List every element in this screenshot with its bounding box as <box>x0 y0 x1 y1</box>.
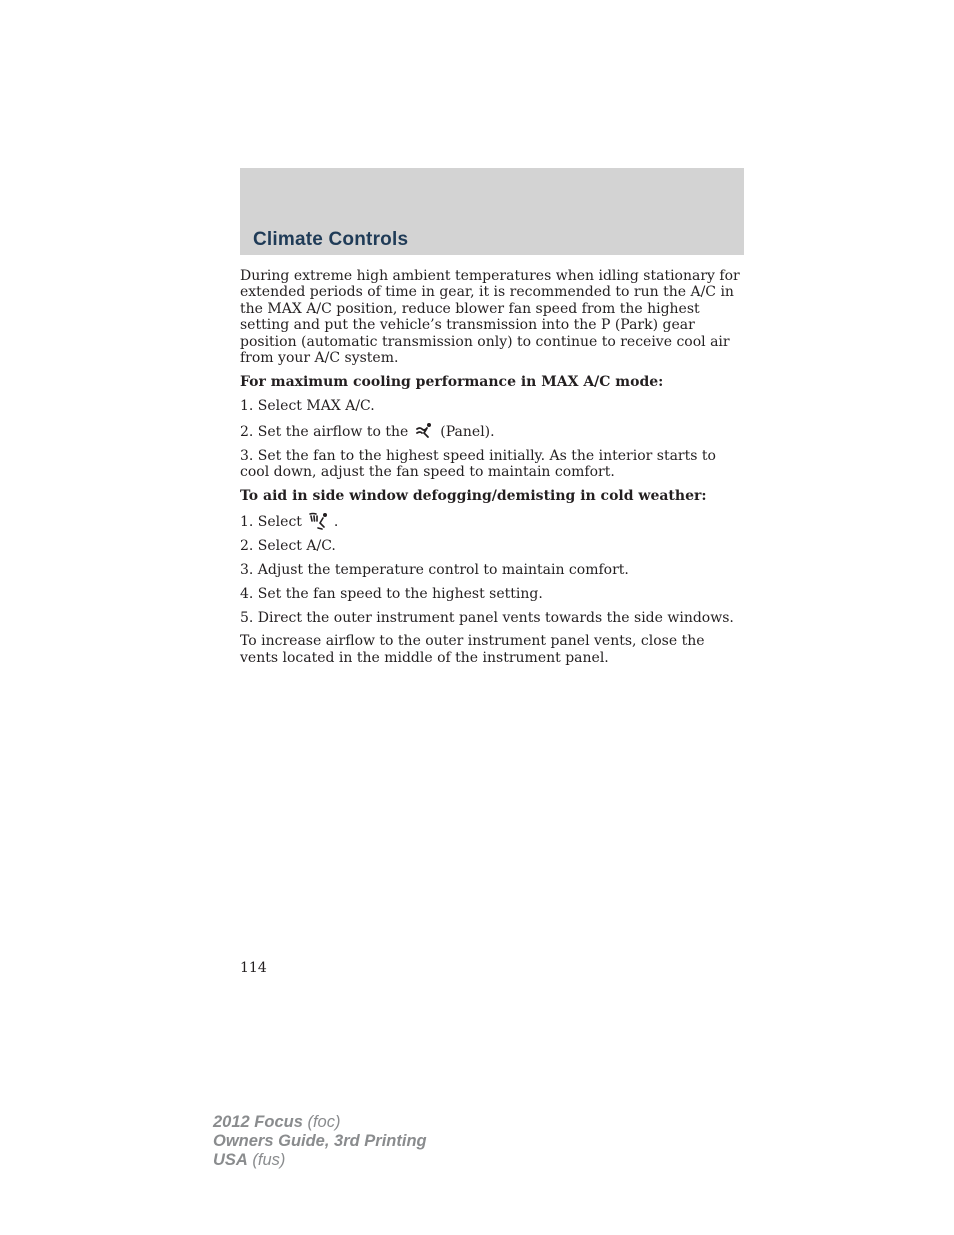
defog-heading: To aid in side window defogging/demisting in cold weather: <box>240 487 707 504</box>
defog-step-1-suffix: . <box>333 513 339 530</box>
intro-paragraph: During extreme high ambient temperatures when idling stationary for extended periods of time in gear, it is recommended to run the A/C in the MAX A/C position, reduce blower fan speed from the highest setting and put the vehicle’s transmission into the P (Park) gear position (automatic transmission only) to continue to receive cool air from your A/C system. <box>240 268 740 367</box>
page-number: 114 <box>240 960 267 976</box>
document-footer <box>213 1113 427 1170</box>
defog-step-4: 4. Set the fan speed to the highest setting. <box>240 585 543 602</box>
defog-step-1 <box>240 512 740 530</box>
max-step-1: 1. Select MAX A/C. <box>240 397 375 414</box>
section-title: Climate Controls <box>253 229 409 250</box>
defog-step-1-text: 1. Select <box>240 513 302 530</box>
footer-model-code: (foc) <box>302 1113 341 1131</box>
defog-step-3: 3. Adjust the temperature control to maintain comfort. <box>240 561 629 578</box>
floor-defrost-icon <box>308 512 330 530</box>
footer-line-1 <box>213 1113 427 1132</box>
defog-step-2: 2. Select A/C. <box>240 537 336 554</box>
defog-step-5: 5. Direct the outer instrument panel vents towards the side windows. <box>240 609 734 626</box>
page-content <box>240 268 740 674</box>
closing-paragraph: To increase airflow to the outer instrument panel vents, close the vents located in the middle of the instrument panel. <box>240 633 705 666</box>
max-step-2 <box>240 422 740 440</box>
footer-line-2 <box>213 1132 427 1151</box>
footer-edition: Owners Guide, 3rd Printing <box>213 1132 427 1150</box>
max-cooling-heading: For maximum cooling performance in MAX A/C mode: <box>240 373 664 390</box>
max-step-2-suffix: (Panel). <box>440 423 495 440</box>
footer-market: USA <box>213 1151 248 1169</box>
footer-model: 2012 Focus <box>213 1113 303 1131</box>
max-step-2-text: 2. Set the airflow to the <box>240 423 409 440</box>
footer-market-code: (fus) <box>247 1151 286 1169</box>
footer-line-3 <box>213 1151 427 1170</box>
max-step-3: 3. Set the fan to the highest speed initially. As the interior starts to cool down, adjust the fan speed to maintain comfort. <box>240 447 716 481</box>
section-header <box>240 168 744 255</box>
panel-airflow-icon <box>414 422 436 440</box>
